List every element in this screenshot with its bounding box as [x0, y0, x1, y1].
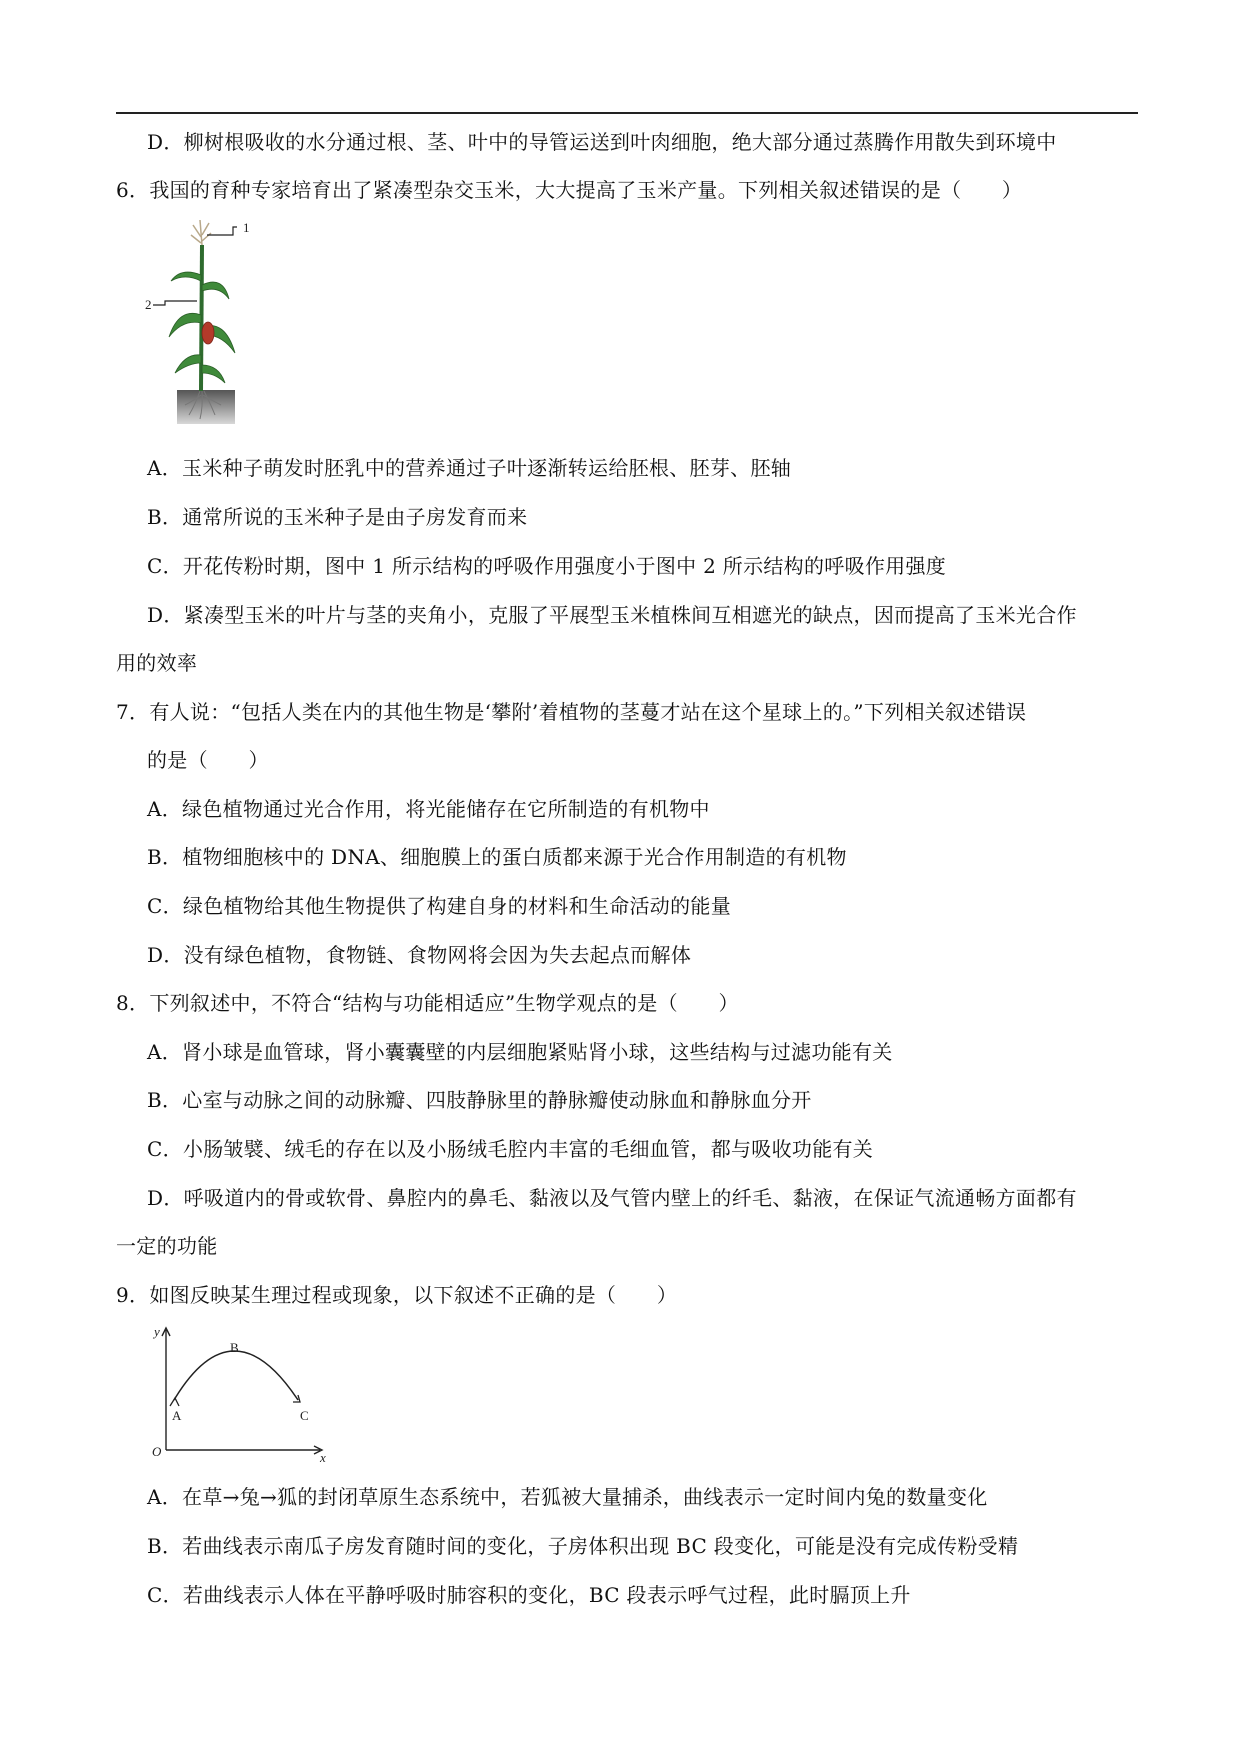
y-axis-label: y [154, 1324, 160, 1339]
q9-stem: 9．如图反映某生理过程或现象，以下叙述不正确的是（ ） [116, 1283, 678, 1307]
q8-option-a: A．肾小球是血管球，肾小囊囊壁的内层细胞紧贴肾小球，这些结构与过滤功能有关 [147, 1040, 893, 1064]
curve [174, 1351, 298, 1400]
q7-stem-line1: 7．有人说：“包括人类在内的其他生物是‘攀附’着植物的茎蔓才站在这个星球上的。”下列相关叙述错误 [116, 700, 1027, 724]
q8-option-d-line2: 一定的功能 [116, 1234, 218, 1258]
q8-option-b: B．心室与动脉之间的动脉瓣、四肢静脉里的静脉瓣使动脉血和静脉血分开 [147, 1088, 812, 1112]
label-2: 2 [145, 297, 152, 312]
q6-option-a: A．玉米种子萌发时胚乳中的营养通过子叶逐渐转运给胚根、胚芽、胚轴 [147, 456, 792, 480]
origin-label: O [152, 1444, 162, 1459]
point-c-label: C [300, 1408, 309, 1423]
q9-option-a: A．在草→兔→狐的封闭草原生态系统中，若狐被大量捕杀，曲线表示一定时间内兔的数量变化 [147, 1485, 988, 1509]
q8-stem: 8．下列叙述中，不符合“结构与功能相适应”生物学观点的是（ ） [116, 991, 739, 1015]
q7-option-c: C．绿色植物给其他生物提供了构建自身的材料和生命活动的能量 [147, 894, 732, 918]
q7-option-b: B．植物细胞核中的 DNA、细胞膜上的蛋白质都来源于光合作用制造的有机物 [147, 845, 847, 869]
x-axis-label: x [320, 1450, 326, 1462]
q6-option-d-line2: 用的效率 [116, 651, 198, 675]
q9-option-c: C．若曲线表示人体在平静呼吸时肺容积的变化，BC 段表示呼气过程，此时膈顶上升 [147, 1583, 911, 1607]
q6-option-c: C．开花传粉时期，图中 1 所示结构的呼吸作用强度小于图中 2 所示结构的呼吸作用强度 [147, 554, 947, 578]
curve-arrow-a [170, 1398, 179, 1406]
q8-option-c: C．小肠皱襞、绒毛的存在以及小肠绒毛腔内丰富的毛细血管，都与吸收功能有关 [147, 1137, 874, 1161]
corn-plant-figure [145, 215, 275, 430]
q8-option-d-line1: D．呼吸道内的骨或软骨、鼻腔内的鼻毛、黏液以及气管内壁上的纤毛、黏液，在保证气流通畅方面都有 [147, 1186, 1077, 1210]
q7-stem-line2: 的是（ ） [147, 748, 269, 772]
header-rule [116, 112, 1138, 114]
curve-svg [148, 1322, 338, 1462]
point-b-label: B [230, 1340, 239, 1355]
curve-figure [148, 1322, 338, 1462]
q7-option-d: D．没有绿色植物，食物链、食物网将会因为失去起点而解体 [147, 943, 692, 967]
q6-option-d-line1: D．紧凑型玉米的叶片与茎的夹角小，克服了平展型玉米植株间互相遮光的缺点，因而提高了玉米光合作 [147, 603, 1077, 627]
corn-plant-svg [145, 215, 275, 430]
leaves [169, 272, 235, 383]
q5-option-d: D．柳树根吸收的水分通过根、茎、叶中的导管运送到叶肉细胞，绝大部分通过蒸腾作用散失到环境中 [147, 130, 1057, 154]
label-2-leader [153, 301, 197, 305]
corn-ear [202, 322, 214, 344]
q6-option-b: B．通常所说的玉米种子是由子房发育而来 [147, 505, 528, 529]
point-a-label: A [172, 1408, 182, 1423]
tassel [191, 220, 211, 245]
label-1-leader [207, 227, 237, 235]
q6-stem: 6．我国的育种专家培育出了紧凑型杂交玉米，大大提高了玉米产量。下列相关叙述错误的是（ ） [116, 178, 1023, 202]
q9-option-b: B．若曲线表示南瓜子房发育随时间的变化，子房体积出现 BC 段变化，可能是没有完成传粉受精 [147, 1534, 1019, 1558]
label-1: 1 [243, 220, 250, 235]
q7-option-a: A．绿色植物通过光合作用，将光能储存在它所制造的有机物中 [147, 797, 710, 821]
